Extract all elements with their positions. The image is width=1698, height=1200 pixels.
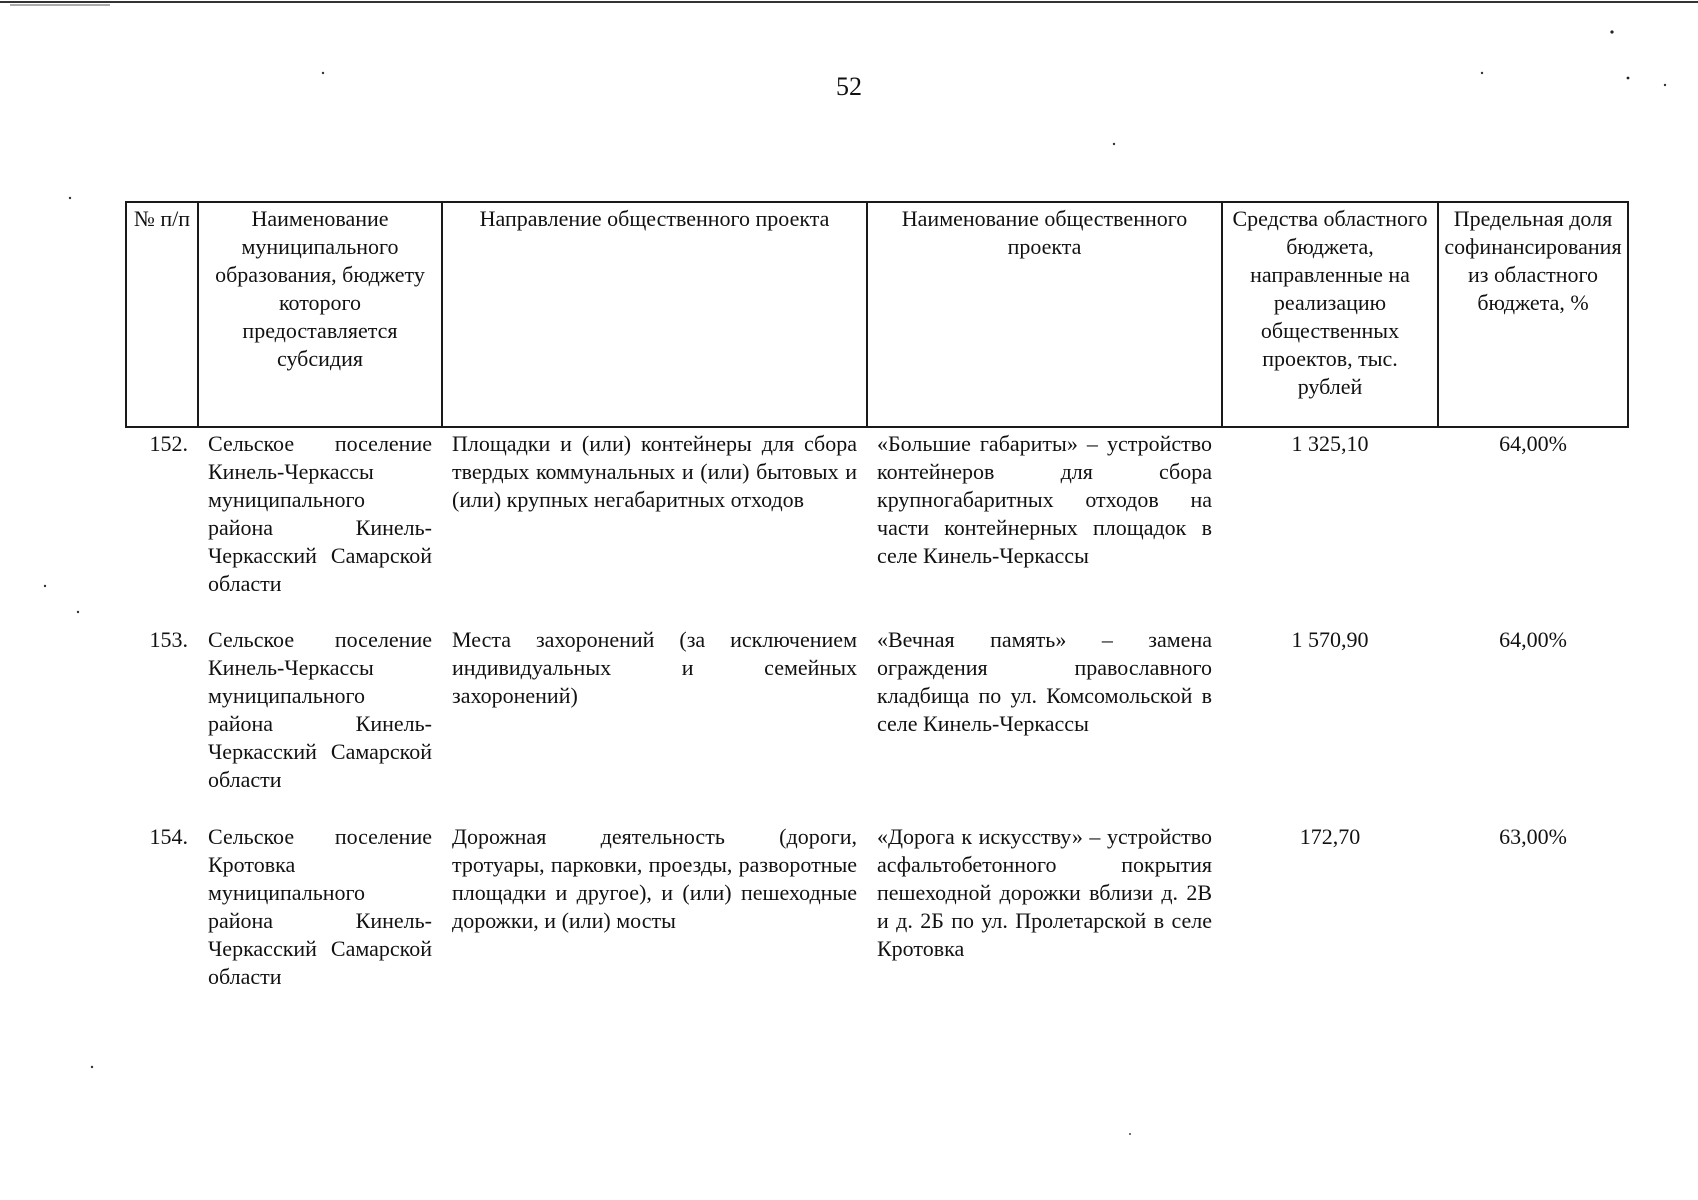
funds-cell: 1 325,10 (1291, 431, 1369, 456)
funds-cell: 1 570,90 (1291, 627, 1369, 652)
share-cell: 64,00% (1499, 627, 1567, 652)
header-share: Предельная доля софинансирования из областного бюджета, % (1438, 202, 1628, 427)
project-name-cell: «Дорога к искусству» – устройство асфальтобетонного покрытия пешеходной дорожки вблизи д. 2В и д. 2Б по ул. Пролетарской в селе Кротовка (877, 824, 1212, 961)
row-number: 153. (149, 627, 188, 652)
municipality-cell: Сельское поселение Кинель-Черкассы муниципального района Кинель-Черкасский Самарской области (208, 431, 432, 596)
municipality-cell: Сельское поселение Кротовка муниципального района Кинель-Черкасский Самарской области (208, 824, 432, 989)
table-row (126, 624, 1628, 821)
share-cell: 63,00% (1499, 824, 1567, 849)
row-number: 152. (149, 431, 188, 456)
subsidy-table (125, 201, 1629, 993)
direction-cell: Места захоронений (за исключением индивидуальных и семейных захоронений) (452, 627, 857, 708)
header-project-name: Наименование общественного проекта (867, 202, 1222, 427)
header-municipality: Наименование муниципального образования, бюджету которого предоставляется субсидия (198, 202, 442, 427)
header-direction: Направление общественного проекта (442, 202, 867, 427)
funds-cell: 172,70 (1299, 824, 1361, 849)
row-number: 154. (149, 824, 188, 849)
header-funds: Средства областного бюджета, направленные на реализацию общественных проектов, тыс. рублей (1222, 202, 1438, 427)
page-number: 52 (836, 72, 862, 101)
direction-cell: Площадки и (или) контейнеры для сбора твердых коммунальных и (или) бытовых и (или) крупных негабаритных отходов (452, 431, 857, 512)
project-name-cell: «Вечная память» – замена ограждения православного кладбища по ул. Комсомольской в селе Кинель-Черкассы (877, 627, 1212, 736)
direction-cell: Дорожная деятельность (дороги, тротуары, парковки, проезды, разворотные площадки и другое), и (или) пешеходные дорожки, и (или) мосты (452, 824, 857, 933)
share-cell: 64,00% (1499, 431, 1567, 456)
project-name-cell: «Большие габариты» – устройство контейнеров для сбора крупногабаритных отходов на части контейнерных площадок в селе Кинель-Черкассы (877, 431, 1212, 568)
table-row (126, 821, 1628, 993)
table-row (126, 427, 1628, 624)
municipality-cell: Сельское поселение Кинель-Черкассы муниципального района Кинель-Черкасский Самарской области (208, 627, 432, 792)
table-header (126, 202, 1628, 427)
header-num: № п/п (126, 202, 198, 427)
